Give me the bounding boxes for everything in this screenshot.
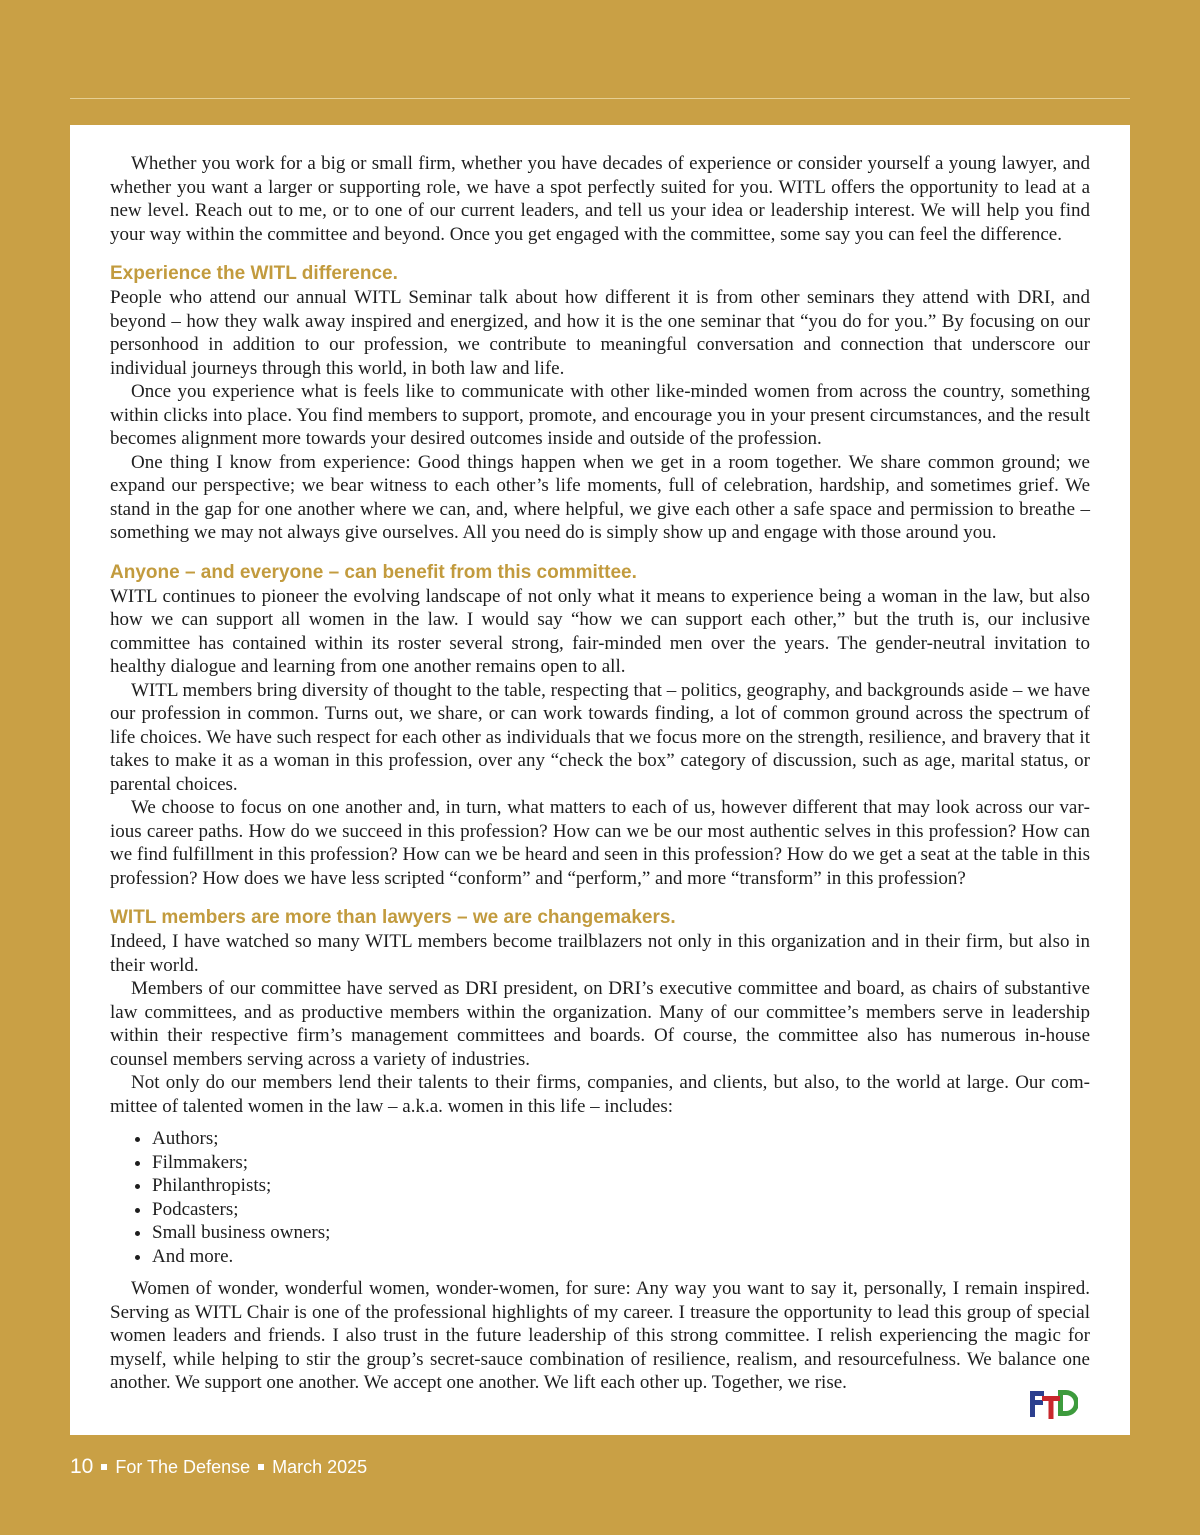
section-heading-experience: Experience the WITL difference.	[110, 263, 398, 284]
paragraph: WITL continues to pioneer the evolving landscape of not only what it means to experience being a woman in the law, but also how we can support all women in the law. I would say “how we can support each other,” but the truth is, our inclusive committee has contained within its roster several strong, fair-minded men over the years. The gender-neutral invitation to healthy dialogue and learning from one another remains open to all.	[110, 585, 1090, 677]
footer-separator	[101, 1464, 107, 1470]
paragraph: Not only do our members lend their talents to their firms, companies, and clients, but also, to the world at large. Our committee of talented women in the law – a.k.a. women in this life – includes:	[110, 1072, 1090, 1117]
page-number: 10	[70, 1455, 94, 1478]
intro-paragraph: Whether you work for a big or small firm, whether you have decades of experience or consider yourself a young lawyer, and whether you want a larger or supporting role, we have a spot perfectly suited for you. WITL offers the opportunity to lead at a new level. Reach out to me, or to one of our current leaders, and tell us your idea or leadership interest. We will help you find your way within the committee and beyond. Once you get engaged with the committee, some say you can feel the difference.	[110, 153, 1090, 245]
list-item: • Podcasters;	[152, 1198, 1090, 1222]
publication-name: For The Defense	[115, 1457, 251, 1477]
closing-paragraph: Women of wonder, wonderful women, wonder-women, for sure: Any way you want to say it, personally, I remain inspired. Serving as WITL Chair is one of the professional highlights of my career. I treasure the opportunity to lead this group of special women leaders and friends. I also trust in the future leadership of this strong committee. I relish experiencing the magic for myself, while helping to stir the group’s secret-sauce combination of resilience, realism, and resourcefulness. We balance one another. We support one another. We accept one another. We lift each other up. Together, we rise.	[110, 1278, 1090, 1393]
list-item: • Filmmakers;	[152, 1151, 1090, 1175]
ftd-logo-icon	[1028, 1387, 1078, 1421]
issue-date: March 2025	[272, 1457, 368, 1477]
member-roles-list	[110, 1127, 1090, 1268]
paragraph: WITL members bring diversity of thought to the table, respecting that – politics, geography, and backgrounds aside – we have our profession in common. Turns out, we share, or can work towards finding, a lot of common ground across the spectrum of life choices. We have such respect for each other as individuals that we focus more on the strength, resilience, and bravery that it takes to make it as a woman in this profession, over any “check the box” category of discussion, such as age, marital status, or parental choices.	[110, 679, 1090, 795]
paragraph: Indeed, I have watched so many WITL members become trailblazers not only in this organization and in their firm, but also in their world.	[110, 931, 1090, 976]
header-rule	[70, 98, 1130, 99]
paragraph: People who attend our annual WITL Seminar talk about how different it is from other seminars they attend with DRI, and beyond – how they walk away inspired and energized, and how it is the one seminar that “you do for you.” By focusing on our personhood in addition to our profession, we contribute to meaningful conversation and connection that underscore our individual journeys through this world, in both law and life.	[110, 287, 1090, 379]
paragraph: We choose to focus on one another and, in turn, what matters to each of us, however different that may look across our various career paths. How do we succeed in this profession? How can we be our most authentic selves in this profession? How can we find fulfillment in this profession? How can we be heard and seen in this profession? How do we get a seat at the table in this profession? How does we have less scripted “conform” and “perform,” and more “transform” in this profession?	[110, 797, 1090, 889]
page-footer	[70, 1455, 367, 1479]
list-item: • Small business owners;	[152, 1221, 1090, 1245]
list-item: • Authors;	[152, 1127, 1090, 1151]
paragraph: Members of our committee have served as DRI president, on DRI’s executive committee and board, as chairs of substantive law committees, and as productive members within the organization. Many of our committee’s members serve in leadership within their respective firm’s management committees and boards. Of course, the committee also has numerous in-house counsel members serving across a variety of industries.	[110, 978, 1090, 1070]
list-item: • And more.	[152, 1245, 1090, 1269]
footer-separator	[258, 1464, 264, 1470]
paragraph: Once you experience what is feels like to communicate with other like-minded women from across the country, something within clicks into place. You find members to support, promote, and encourage you in your present circumstances, and the result becomes alignment more towards your desired outcomes inside and outside of the profession.	[110, 381, 1090, 449]
section-heading-anyone: Anyone – and everyone – can benefit from this committee.	[110, 561, 637, 583]
section-heading-changemakers: WITL members are more than lawyers – we are changemakers.	[110, 907, 676, 928]
article-panel	[70, 125, 1130, 1435]
list-item: • Philanthropists;	[152, 1174, 1090, 1198]
paragraph: One thing I know from experience: Good things happen when we get in a room together. We share common ground; we expand our perspective; we bear witness to each other’s life moments, full of celebration, hardship, and sometimes grief. We stand in the gap for one another where we can, and, where helpful, we give each other a safe space and permission to breathe – something we may not always give ourselves. All you need do is simply show up and engage with those around you.	[110, 451, 1090, 543]
